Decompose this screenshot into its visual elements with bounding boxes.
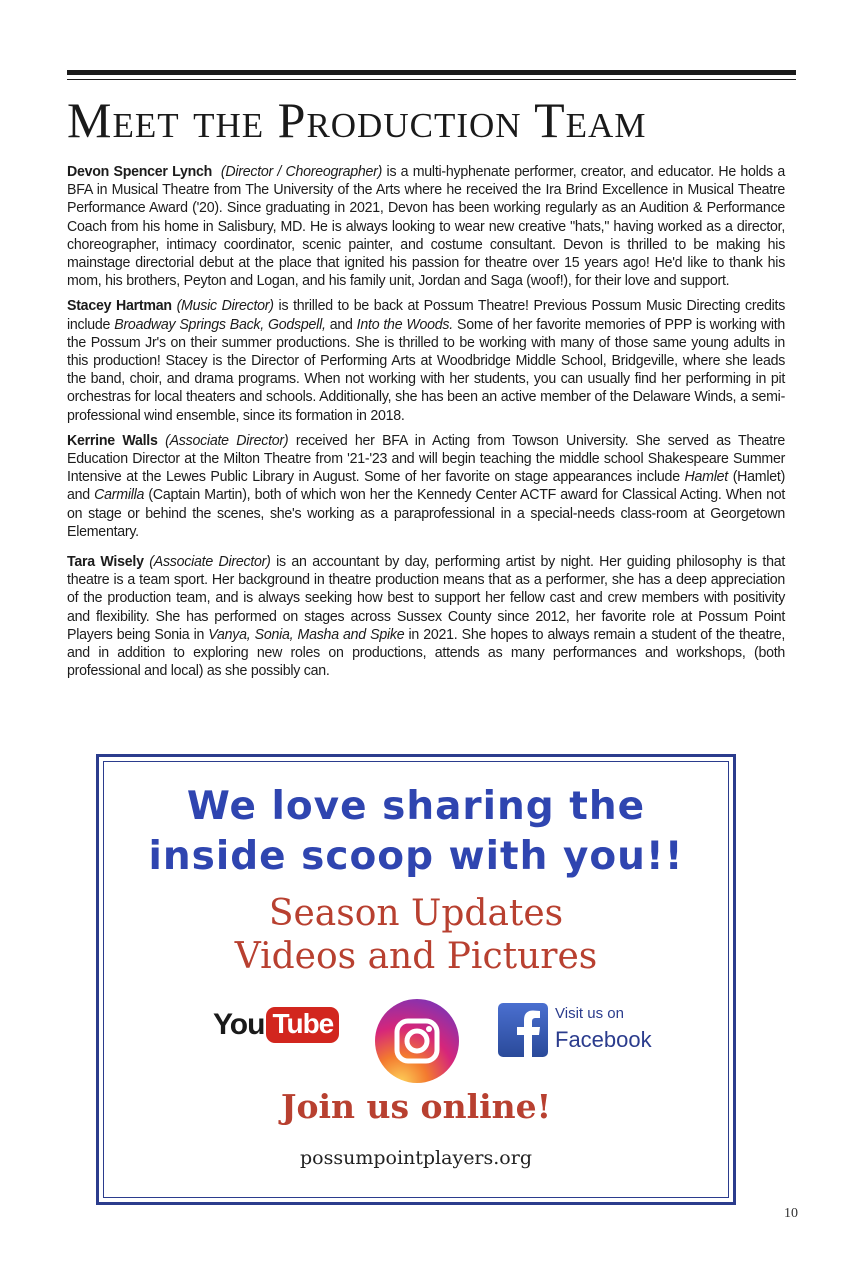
ad-subheading-line2: Videos and Pictures (234, 936, 598, 977)
youtube-tube-text: Tube (266, 1007, 339, 1043)
ad-headline-line1: We love sharing the (186, 784, 646, 829)
page-title: Meet the Production Team (67, 92, 647, 148)
bio-italic: Carmilla (94, 487, 145, 504)
instagram-icon[interactable] (373, 997, 461, 1085)
bio-kerrine (67, 432, 785, 541)
ad-headline-line2: inside scoop with you!! (148, 834, 684, 879)
ad-subheading-line1: Season Updates (268, 893, 564, 934)
top-rule-thin (67, 79, 796, 80)
bio-text: Some of her favorite memories of PPP is working with the Possum Jr's on their summer productions. She is thrilled to be working with many of those same young adults in this production! Stacey is the Director of Performing Arts at Woodbridge Middle School, Bridgeville, where she leads the band, choir, and drama programs. When not working with her students, you can usually find her performing in pit orchestras for local theaters and schools. Additionally, she has been an active member of the Delaware Winds, a semi-professional wind ensemble, since its formation in 2018. (67, 316, 786, 424)
bio-name: Devon Spencer Lynch (67, 164, 213, 180)
facebook-visit-text: Visit us on (555, 1005, 624, 1022)
bio-text: is thrilled to be back at Possum Theatre! Previous Possum Music Directing credits include (67, 298, 786, 333)
bio-stacey (67, 297, 785, 424)
bio-italic: Vanya, Sonia, Masha and Spike (208, 626, 405, 643)
bio-text: (Hamlet) and (67, 469, 786, 504)
bio-role: (Director / Choreographer) (220, 164, 383, 180)
bio-italic: Hamlet (684, 469, 728, 486)
bio-text: (Captain Martin), both of which won her the Kennedy Center ACTF award for Classical Acting. When not on stage or behind the scenes, she's working as a paraprofessional in a special-needs class-room at Georgetown Elementary. (67, 487, 786, 540)
bio-text: is an accountant by day, performing artist by night. Her guiding philosophy is that theatre is a team sport. Her background in theatre production means that as a performer, she has a deep appreciation of the production team, and is always seeking how best to support her fellow cast and crew members with positivity and flexibility. She has performed on stages across Sussex County since 2012, her favorite role at Possum Point Players being Sonia in (67, 554, 786, 643)
page-number: 10 (784, 1206, 798, 1221)
bio-devon (67, 163, 785, 290)
bios-section (67, 163, 796, 687)
facebook-icon[interactable] (498, 1003, 548, 1057)
youtube-icon[interactable] (213, 1005, 339, 1045)
bio-role: (Associate Director) (149, 554, 271, 571)
bio-italic: Into the Woods. (356, 316, 453, 333)
bio-text: and (325, 316, 357, 333)
facebook-link[interactable]: Facebook (555, 1027, 652, 1052)
bio-name: Kerrine Walls (67, 432, 158, 449)
bio-tara (67, 553, 785, 680)
bio-text: in 2021. She hopes to always remain a student of the theatre, and in addition to exploring new roles on productions, attends as many performances and workshops, (both professional and local) as she possibly can. (67, 626, 786, 680)
bio-name: Stacey Hartman (67, 298, 172, 315)
bio-text: is a multi-hyphenate performer, creator, and educator. He holds a BFA in Musical Theatre from The University of the Arts where he received the Ira Brind Excellence in Musical Theatre Performance Award ('20). Since graduating in 2021, Devon has been working regularly as an Audition & Performance Coach from his home in Salisbury, MD. He is always looking to wear new creative "hats," having worked as a director, choreographer, intimacy coordinator, scenic painter, and costume consultant. Devon is thrilled to be making his mainstage directorial debut at the place that ignited his passion for theatre over 15 years ago! He'd like to thank his mom, his brothers, Peyton and Logan, and his family unit, Jordan and Saga (woof!), for their love and support. (67, 164, 786, 290)
top-rule-thick (67, 70, 796, 75)
social-media-ad (96, 754, 736, 1205)
bio-text: received her BFA in Acting from Towson University. She served as Theatre Education Director at the Milton Theatre from '21-'23 and will begin teaching the middle school Shakespeare Summer Intensive at the Lewes Public Library in August. Some of her favorite on stage appearances include (67, 432, 786, 486)
bio-role: (Associate Director) (165, 432, 289, 449)
youtube-you-text: You (213, 1008, 265, 1041)
bio-name: Tara Wisely (67, 554, 144, 571)
bio-italic: Broadway Springs Back, Godspell, (114, 316, 326, 333)
ad-join-text: Join us online! (280, 1087, 552, 1126)
website-link[interactable]: possumpointplayers.org (299, 1147, 532, 1169)
bio-role: (Music Director) (176, 298, 274, 315)
